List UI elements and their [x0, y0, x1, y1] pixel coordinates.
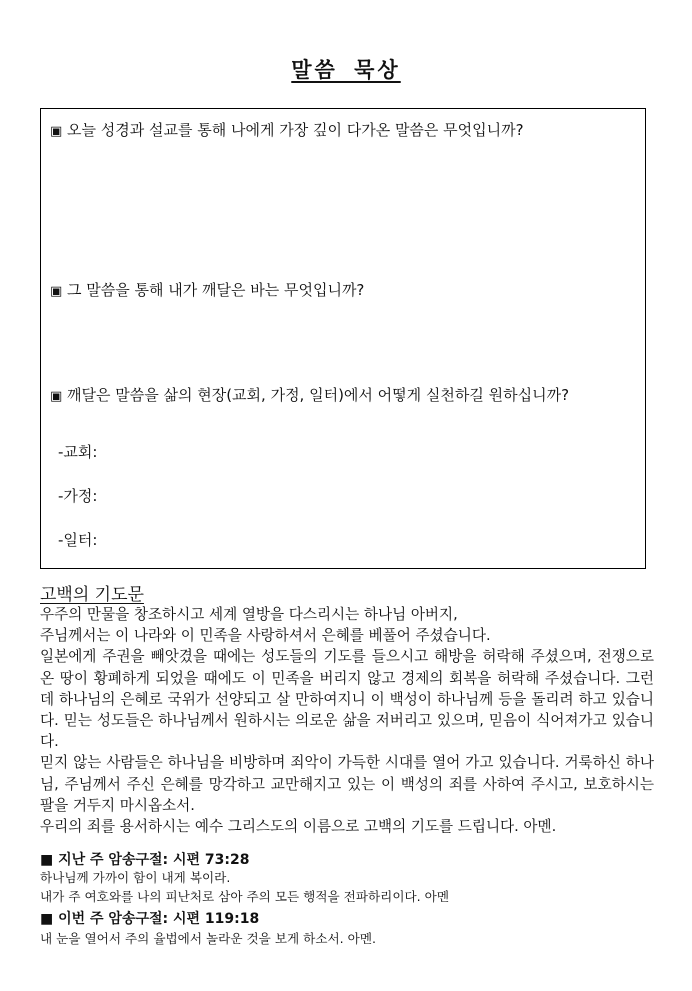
question-1 [50, 118, 636, 144]
church-label: -교회: [58, 443, 98, 461]
square-bullet-icon: ▣ [50, 124, 63, 139]
prayer-paragraph: 일본에게 주권을 빼앗겼을 때에는 성도들의 기도를 들으시고 해방을 허락해 주셨으며, 전쟁으로 온 땅이 황폐하게 되었을 때에도 이 민족을 버리지 않고 경제의 회복을 허락해 주셨습니다. 그런데 하나님의 은혜로 국위가 선양되고 살 만하여지니 이 백성이 하나님께 등을 돌리려 하고 있습니다. 믿는 성도들은 하나님께서 원하시는 의로운 삶을 저버리고 있으며, 믿음이 식어져가고 있습니다. [40, 648, 654, 751]
square-bullet-icon: ▣ [50, 389, 63, 404]
question-3 [50, 383, 636, 409]
question-2 [50, 278, 636, 304]
home-label: -가정: [58, 487, 98, 505]
question-3-text: 깨달은 말씀을 삶의 현장(교회, 가정, 일터)에서 어떻게 실천하길 원하십니까? [67, 386, 570, 404]
prayer-title: 고백의 기도문 [40, 585, 144, 605]
last-week-verse-line: 하나님께 가까이 함이 내게 복이라. [40, 870, 231, 885]
prayer-paragraph: 우주의 만물을 창조하시고 세계 열방을 다스리시는 하나님 아버지, [40, 606, 458, 623]
page-title: 말씀 묵상 [291, 58, 401, 82]
square-bullet-icon: ▣ [50, 284, 63, 299]
last-week-verse-line: 내가 주 여호와를 나의 피난처로 삼아 주의 모든 행적을 전파하리이다. 아멘 [40, 889, 450, 904]
prayer-paragraph: 주님께서는 이 나라와 이 민족을 사랑하셔서 은혜를 베풀어 주셨습니다. [40, 627, 491, 645]
prayer-paragraph: 믿지 않는 사람들은 하나님을 비방하며 죄악이 가득한 시대를 열어 가고 있습니다. 거룩하신 하나님, 주님께서 주신 은혜를 망각하고 교만해지고 있는 이 백성의 죄를 사하여 주시고, 보호하시는 팔을 거두지 마시옵소서. [40, 754, 654, 814]
this-week-verse-heading: ■ 이번 주 암송구절: 시편 119:18 [40, 911, 260, 927]
meditation-box [40, 108, 646, 569]
question-1-text: 오늘 성경과 설교를 통해 나에게 가장 깊이 다가온 말씀은 무엇입니까? [67, 121, 524, 139]
work-label: -일터: [58, 531, 98, 549]
prayer-paragraph: 우리의 죄를 용서하시는 예수 그리스도의 이름으로 고백의 기도를 드립니다. 아멘. [40, 818, 557, 836]
last-week-verse-heading: ■ 지난 주 암송구절: 시편 73:28 [40, 852, 250, 868]
question-2-text: 그 말씀을 통해 내가 깨달은 바는 무엇입니까? [67, 281, 365, 299]
this-week-verse-line: 내 눈을 열어서 주의 율법에서 놀라운 것을 보게 하소서. 아멘. [40, 931, 377, 946]
prayer-body [40, 604, 654, 837]
